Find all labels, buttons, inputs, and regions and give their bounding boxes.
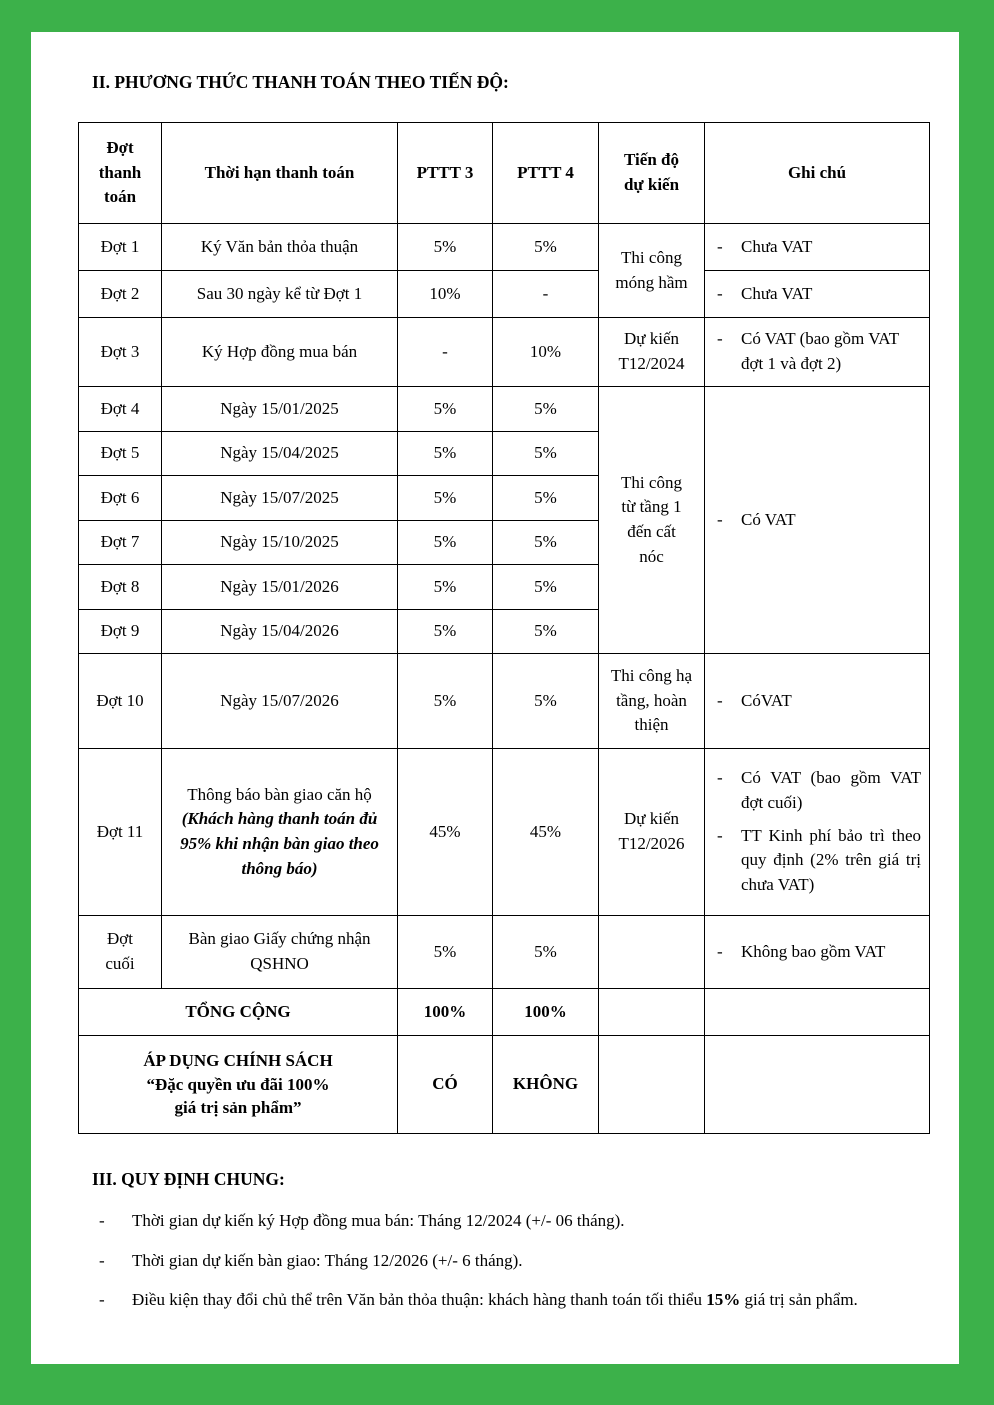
note-cell: - Có VAT (bao gồm VAT đợt cuối) - TT Kinh phí bảo trì theo quy định (2% trên giá trị chưa VAT) [705,749,930,916]
deadline-cell: Bàn giao Giấy chứng nhận QSHNO [162,916,398,989]
general-rules-list [99,1209,944,1328]
pttt4-cell: - [493,271,599,318]
pttt3-cell: - [398,318,493,387]
pttt3-cell: 5% [398,610,493,654]
pttt3-cell: 5% [398,654,493,749]
installment-cell: Đợt 8 [79,565,162,610]
payment-schedule-table [78,122,930,1134]
header-installment: Đợt thanh toán [79,123,162,224]
pttt4-cell: 5% [493,521,599,565]
policy-pttt4: KHÔNG [493,1036,599,1134]
installment-cell: Đợt 2 [79,271,162,318]
pttt3-cell: 5% [398,224,493,271]
list-item: - Điều kiện thay đổi chủ thể trên Văn bản thỏa thuận: khách hàng thanh toán tối thiểu 15% giá trị sản phẩm. [99,1290,858,1310]
policy-label: ÁP DỤNG CHÍNH SÁCH [143,1051,333,1071]
installment-cell: Đợt 5 [79,432,162,476]
pttt4-cell: 5% [493,565,599,610]
section-2-title: II. PHƯƠNG THỨC THANH TOÁN THEO TIẾN ĐỘ: [92,72,509,92]
pttt3-cell: 5% [398,565,493,610]
list-item: - Thời gian dự kiến ký Hợp đồng mua bán: Tháng 12/2024 (+/- 06 tháng). [99,1211,625,1230]
deadline-cell: Ngày 15/07/2026 [162,654,398,749]
pttt4-cell: 5% [493,387,599,432]
table-row [79,224,930,271]
header-note: Ghi chú [705,123,930,224]
min-payment-percent: 15% [706,1290,741,1310]
note-cell: - Chưa VAT [705,271,930,318]
installment-cell: Đợt 1 [79,224,162,271]
deadline-cell: Ngày 15/01/2025 [162,387,398,432]
pttt3-cell: 5% [398,476,493,521]
pttt3-cell: 5% [398,432,493,476]
pttt4-cell: 5% [493,610,599,654]
table-header-row [79,123,930,224]
deadline-cell: Ngày 15/07/2025 [162,476,398,521]
pttt4-cell: 10% [493,318,599,387]
installment-cell: Đợt cuối [79,916,162,989]
deadline-cell: Ngày 15/01/2026 [162,565,398,610]
progress-cell: Dự kiến T12/2026 [599,749,705,916]
deadline-cell: Ngày 15/10/2025 [162,521,398,565]
deadline-cell: Thông báo bàn giao căn hộ (Khách hàng thanh toán đủ 95% khi nhận bàn giao theo thông báo) [162,749,398,916]
deadline-cell: Ký Hợp đồng mua bán [162,318,398,387]
deadline-cell: Ký Văn bản thỏa thuận [162,224,398,271]
progress-cell: Thi công hạ tầng, hoàn thiện [599,654,705,749]
table-row [79,387,930,432]
installment-cell: Đợt 4 [79,387,162,432]
deadline-cell: Ngày 15/04/2026 [162,610,398,654]
pttt4-cell: 5% [493,432,599,476]
installment-cell: Đợt 3 [79,318,162,387]
note-cell: - Chưa VAT [705,224,930,271]
installment-cell: Đợt 10 [79,654,162,749]
pttt3-cell: 5% [398,521,493,565]
total-pttt3: 100% [398,989,493,1036]
table-row [79,318,930,387]
table-row [79,916,930,989]
policy-row [79,1036,930,1134]
pttt3-cell: 5% [398,387,493,432]
deadline-cell: Sau 30 ngày kể từ Đợt 1 [162,271,398,318]
total-label: TỔNG CỘNG [79,989,398,1036]
header-pttt3: PTTT 3 [398,123,493,224]
pttt4-cell: 5% [493,916,599,989]
table-row [79,749,930,916]
pttt4-cell: 5% [493,476,599,521]
note-cell: - Có VAT (bao gồm VAT đợt 1 và đợt 2) [705,318,930,387]
list-item: - Thời gian dự kiến bàn giao: Tháng 12/2026 (+/- 6 tháng). [99,1250,523,1270]
pttt4-cell: 5% [493,654,599,749]
section-3-title: III. QUY ĐỊNH CHUNG: [92,1169,285,1189]
policy-quote: “Đặc quyền ưu đãi 100% giá trị sản phẩm” [146,1074,330,1117]
progress-cell: Thi công từ tầng 1 đến cất nóc [599,387,705,654]
header-progress: Tiến độ dự kiến [599,123,705,224]
progress-cell: Dự kiến T12/2024 [599,318,705,387]
total-pttt4: 100% [493,989,599,1036]
pttt3-cell: 10% [398,271,493,318]
total-row [79,989,930,1036]
note-cell: - CóVAT [705,654,930,749]
installment-cell: Đợt 11 [79,749,162,916]
table-row [79,271,930,318]
note-cell: - Không bao gồm VAT [705,916,930,989]
installment-cell: Đợt 6 [79,476,162,521]
document-page [31,32,959,1364]
progress-cell [599,916,705,989]
table-row [79,654,930,749]
note-cell: - Có VAT [705,387,930,654]
policy-label-cell [79,1036,398,1134]
installment-cell: Đợt 7 [79,521,162,565]
pttt4-cell: 5% [493,224,599,271]
progress-cell: Thi công móng hầm [599,224,705,318]
installment-cell: Đợt 9 [79,610,162,654]
policy-pttt3: CÓ [398,1036,493,1134]
pttt3-cell: 45% [398,749,493,916]
header-pttt4: PTTT 4 [493,123,599,224]
pttt3-cell: 5% [398,916,493,989]
header-deadline: Thời hạn thanh toán [162,123,398,224]
pttt4-cell: 45% [493,749,599,916]
deadline-cell: Ngày 15/04/2025 [162,432,398,476]
